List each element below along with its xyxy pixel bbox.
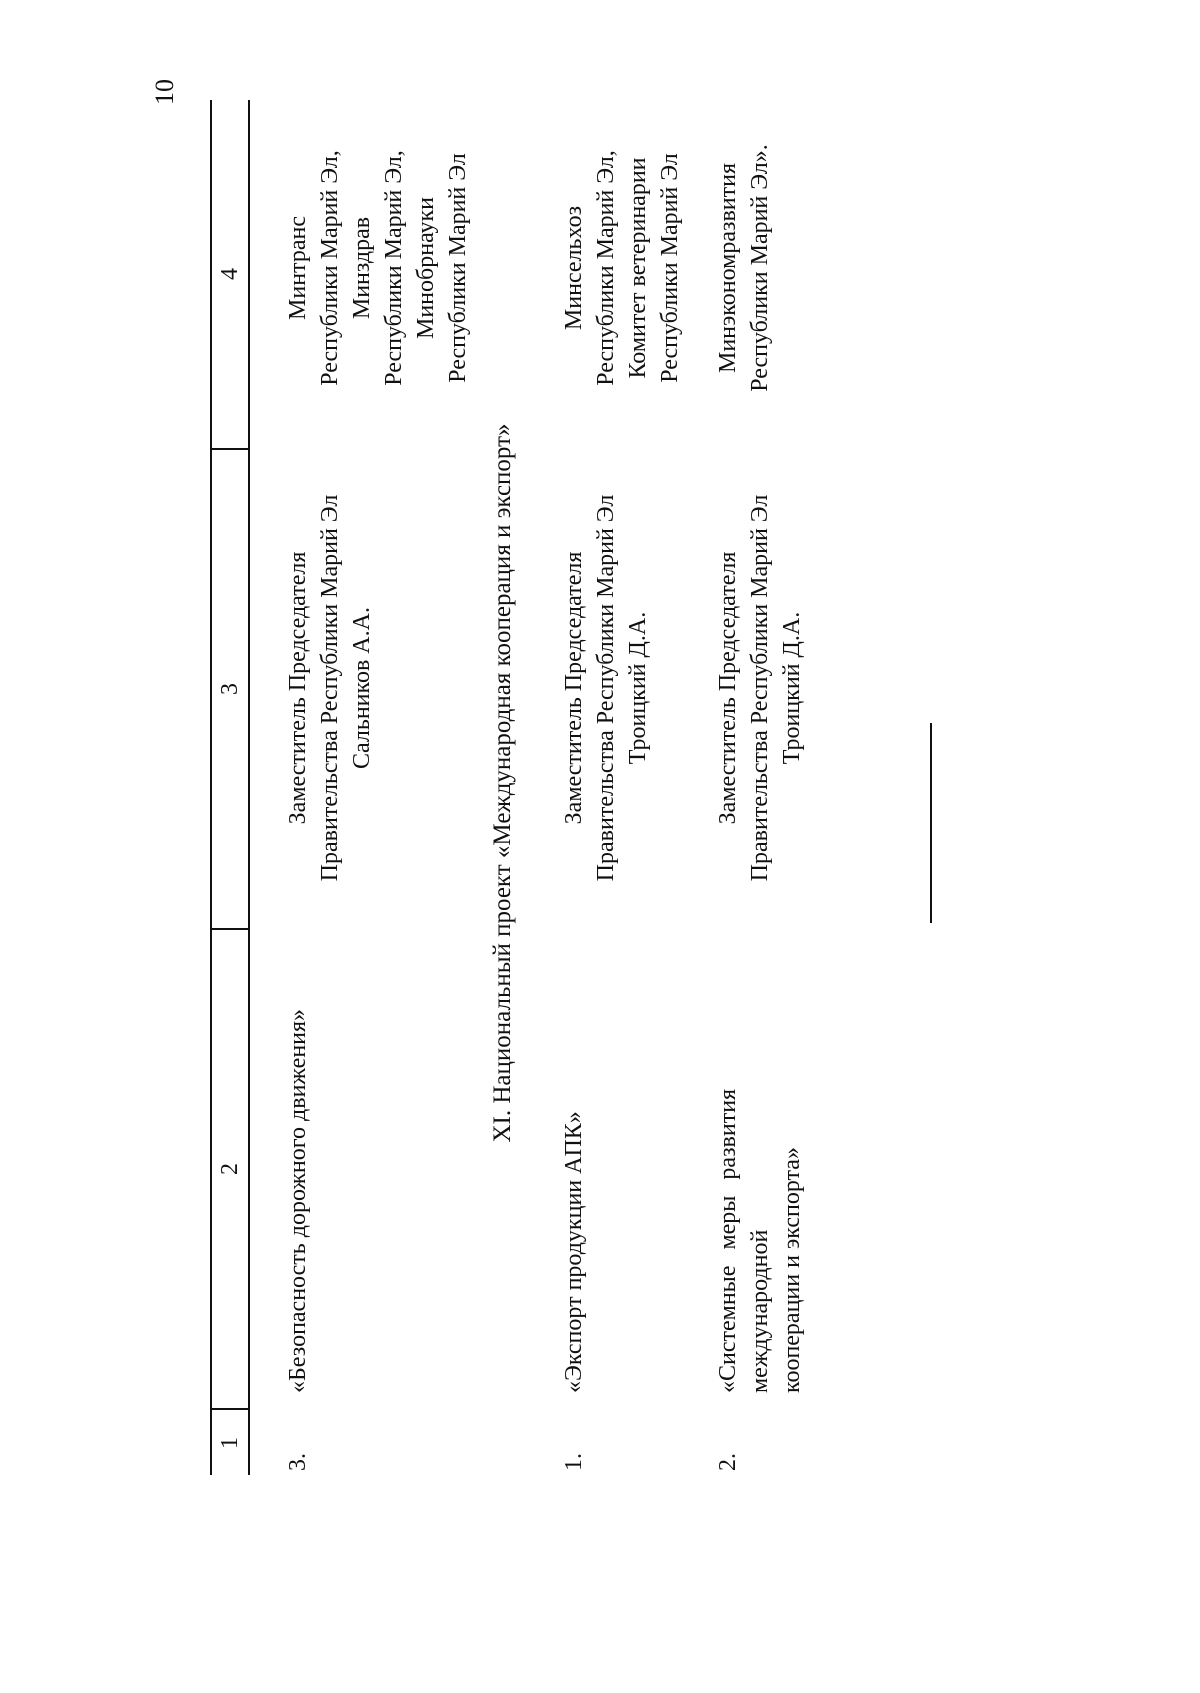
row-curator <box>712 473 808 903</box>
curator-line: Правительства Республики Марий Эл <box>317 494 343 882</box>
curator-line: Правительства Республики Марий Эл <box>747 494 773 882</box>
responsible-line: Республики Марий Эл <box>445 153 471 383</box>
curator-line: Заместитель Председателя <box>561 551 587 825</box>
responsible-line: Республики Марий Эл». <box>747 144 773 392</box>
row-number: 3. <box>285 1453 311 1471</box>
header-divider-1 <box>210 1408 250 1410</box>
page-number: 10 <box>150 79 179 105</box>
section-title: XI. Национальный проект «Международная кооперация и экспорт» <box>489 423 516 1143</box>
header-col-1: 1 <box>217 1437 243 1449</box>
curator-line: Заместитель Председателя <box>285 551 311 825</box>
curator-line: Троицкий Д.А. <box>625 611 651 765</box>
header-top-line <box>210 100 212 1475</box>
header-col-2: 2 <box>217 1163 243 1175</box>
name-line: кооперации и экспорта» <box>779 1147 805 1393</box>
curator-line: Сальников А.А. <box>349 607 375 769</box>
row-name <box>712 943 808 1393</box>
name-line: «Системные меры развития международной <box>715 1088 773 1393</box>
responsible-line: Республики Марий Эл <box>657 153 683 383</box>
row-responsible <box>558 118 686 418</box>
responsible-line: Республики Марий Эл, <box>381 150 407 386</box>
row-responsible <box>712 118 776 418</box>
row-curator <box>282 473 378 903</box>
row-name: «Экспорт продукции АПК» <box>561 1111 587 1393</box>
responsible-line: Минобрнауки <box>413 196 439 340</box>
row-name: «Безопасность дорожного движения» <box>285 1008 311 1393</box>
header-bottom-line <box>248 100 250 1475</box>
responsible-line: Минтранс <box>285 216 311 320</box>
header-col-3: 3 <box>217 683 243 695</box>
row-responsible <box>282 118 474 418</box>
row-number: 2. <box>715 1453 741 1471</box>
row-curator <box>558 473 654 903</box>
responsible-line: Республики Марий Эл, <box>317 150 343 386</box>
curator-line: Заместитель Председателя <box>715 551 741 825</box>
responsible-line: Минсельхоз <box>561 205 587 331</box>
responsible-line: Минздрав <box>349 216 375 320</box>
responsible-line: Комитет ветеринарии <box>625 157 651 379</box>
closing-separator-line <box>930 723 932 923</box>
responsible-line: Минэкономразвития <box>715 162 741 374</box>
curator-line: Троицкий Д.А. <box>779 611 805 765</box>
responsible-line: Республики Марий Эл, <box>593 150 619 386</box>
header-col-4: 4 <box>217 268 243 280</box>
curator-line: Правительства Республики Марий Эл <box>593 494 619 882</box>
row-number: 1. <box>561 1453 587 1471</box>
